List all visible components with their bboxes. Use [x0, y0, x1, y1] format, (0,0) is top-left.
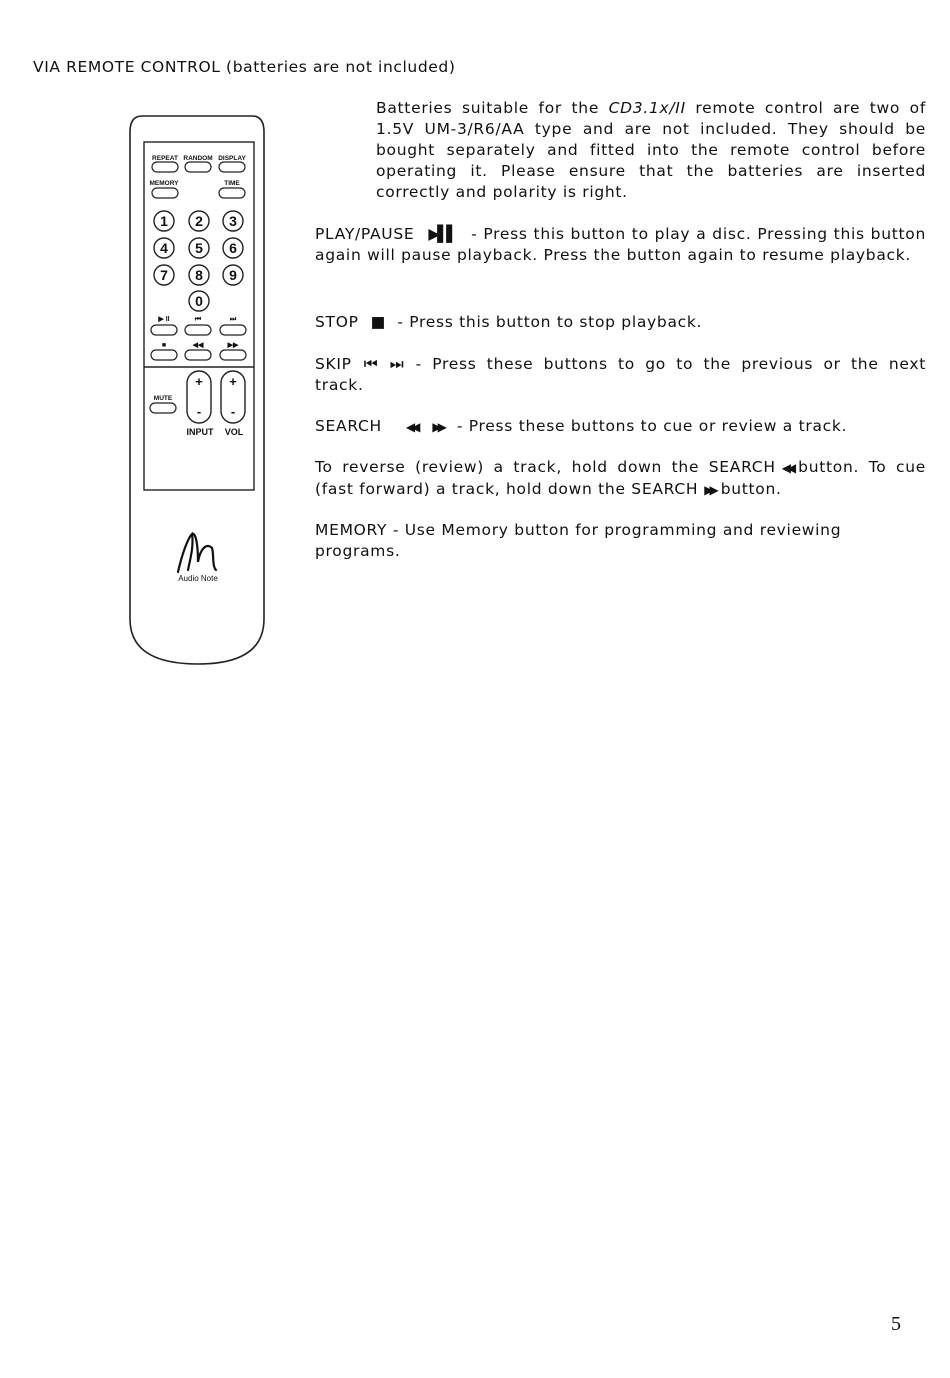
reverse-rev-icon: ◀◀: [781, 461, 793, 475]
remote-control-illustration: [128, 114, 268, 669]
digit-label-6: 6: [229, 240, 237, 256]
reverse-cue-paragraph: [315, 457, 926, 501]
reverse-text-2: button. To cue (fast forward) a track, hold down the SEARCH: [315, 458, 926, 498]
digit-label-7: 7: [160, 267, 168, 283]
memory-paragraph: MEMORY - Use Memory button for programming and reviewing programs.: [315, 521, 842, 560]
play-pause-paragraph: [315, 224, 926, 266]
next-label: ⏭: [229, 316, 237, 323]
reverse-text-1: To reverse (review) a track, hold down the SEARCH: [315, 458, 776, 476]
skip-term: SKIP: [315, 355, 352, 373]
input-label: INPUT: [186, 427, 214, 437]
prev-label: ⏮: [194, 316, 202, 323]
digit-label-9: 9: [229, 267, 237, 283]
stop-term: STOP: [315, 313, 359, 331]
time-label: TIME: [224, 180, 240, 187]
digit-label-1: 1: [160, 213, 168, 229]
digit-label-5: 5: [195, 240, 203, 256]
search-rev-icon: ◀◀: [405, 420, 417, 434]
search-fwd-icon: ▶▶: [432, 420, 443, 434]
digit-label-4: 4: [160, 240, 168, 256]
ffwd-label: ▶▶: [227, 342, 239, 349]
skip-prev-icon: ⏮: [363, 355, 378, 373]
random-label: RANDOM: [183, 155, 213, 162]
input-plus: +: [195, 374, 203, 389]
rew-label: ◀◀: [192, 342, 204, 349]
skip-paragraph: [315, 354, 926, 396]
play-pause-symbol-icon: ▶▌▌: [428, 225, 456, 243]
section-heading: VIA REMOTE CONTROL (batteries are not included): [33, 58, 456, 76]
brand-name: Audio Note: [178, 574, 218, 583]
batteries-text-end: remote control are two of 1.5V UM-3/R6/AA type and are not included. They should be bought separately and fitted into the remote control before operating it. Please ensure that the batteries are inserted correctly and polarity is right.: [376, 99, 926, 201]
vol-plus: +: [229, 374, 237, 389]
page-number: 5: [891, 1313, 901, 1335]
digit-label-0: 0: [195, 293, 203, 309]
stop-description: - Press this button to stop playback.: [397, 313, 703, 331]
search-term: SEARCH: [315, 417, 382, 435]
play-pause-description: - Press this button to play a disc. Pressing this button again will pause playback. Press the button again to resume playback.: [315, 225, 926, 264]
play-pause-term: PLAY/PAUSE: [315, 225, 415, 243]
play-pause-label: ▶ II: [158, 316, 170, 323]
stop-label: ■: [161, 342, 167, 349]
stop-paragraph: [315, 312, 926, 333]
repeat-label: REPEAT: [152, 155, 178, 162]
reverse-text-3: button.: [720, 480, 782, 498]
reverse-fwd-icon: ▶▶: [704, 483, 715, 497]
stop-symbol-icon: ■: [370, 313, 386, 331]
mute-label: MUTE: [153, 395, 173, 402]
batteries-paragraph: [376, 98, 926, 203]
digit-label-8: 8: [195, 267, 203, 283]
model-name: CD3.1x/II: [608, 99, 686, 117]
search-description: - Press these buttons to cue or review a track.: [456, 417, 848, 435]
skip-next-icon: ⏭: [389, 355, 404, 373]
digit-label-2: 2: [195, 213, 203, 229]
search-paragraph: [315, 416, 926, 438]
display-label: DISPLAY: [218, 155, 246, 162]
digit-label-3: 3: [229, 213, 237, 229]
memory-label: MEMORY: [149, 180, 179, 187]
skip-description: - Press these buttons to go to the previous or the next track.: [315, 355, 926, 394]
batteries-text-start: Batteries suitable for the: [376, 99, 609, 117]
input-minus: -: [196, 404, 202, 419]
vol-minus: -: [230, 404, 236, 419]
vol-label: VOL: [224, 427, 244, 437]
